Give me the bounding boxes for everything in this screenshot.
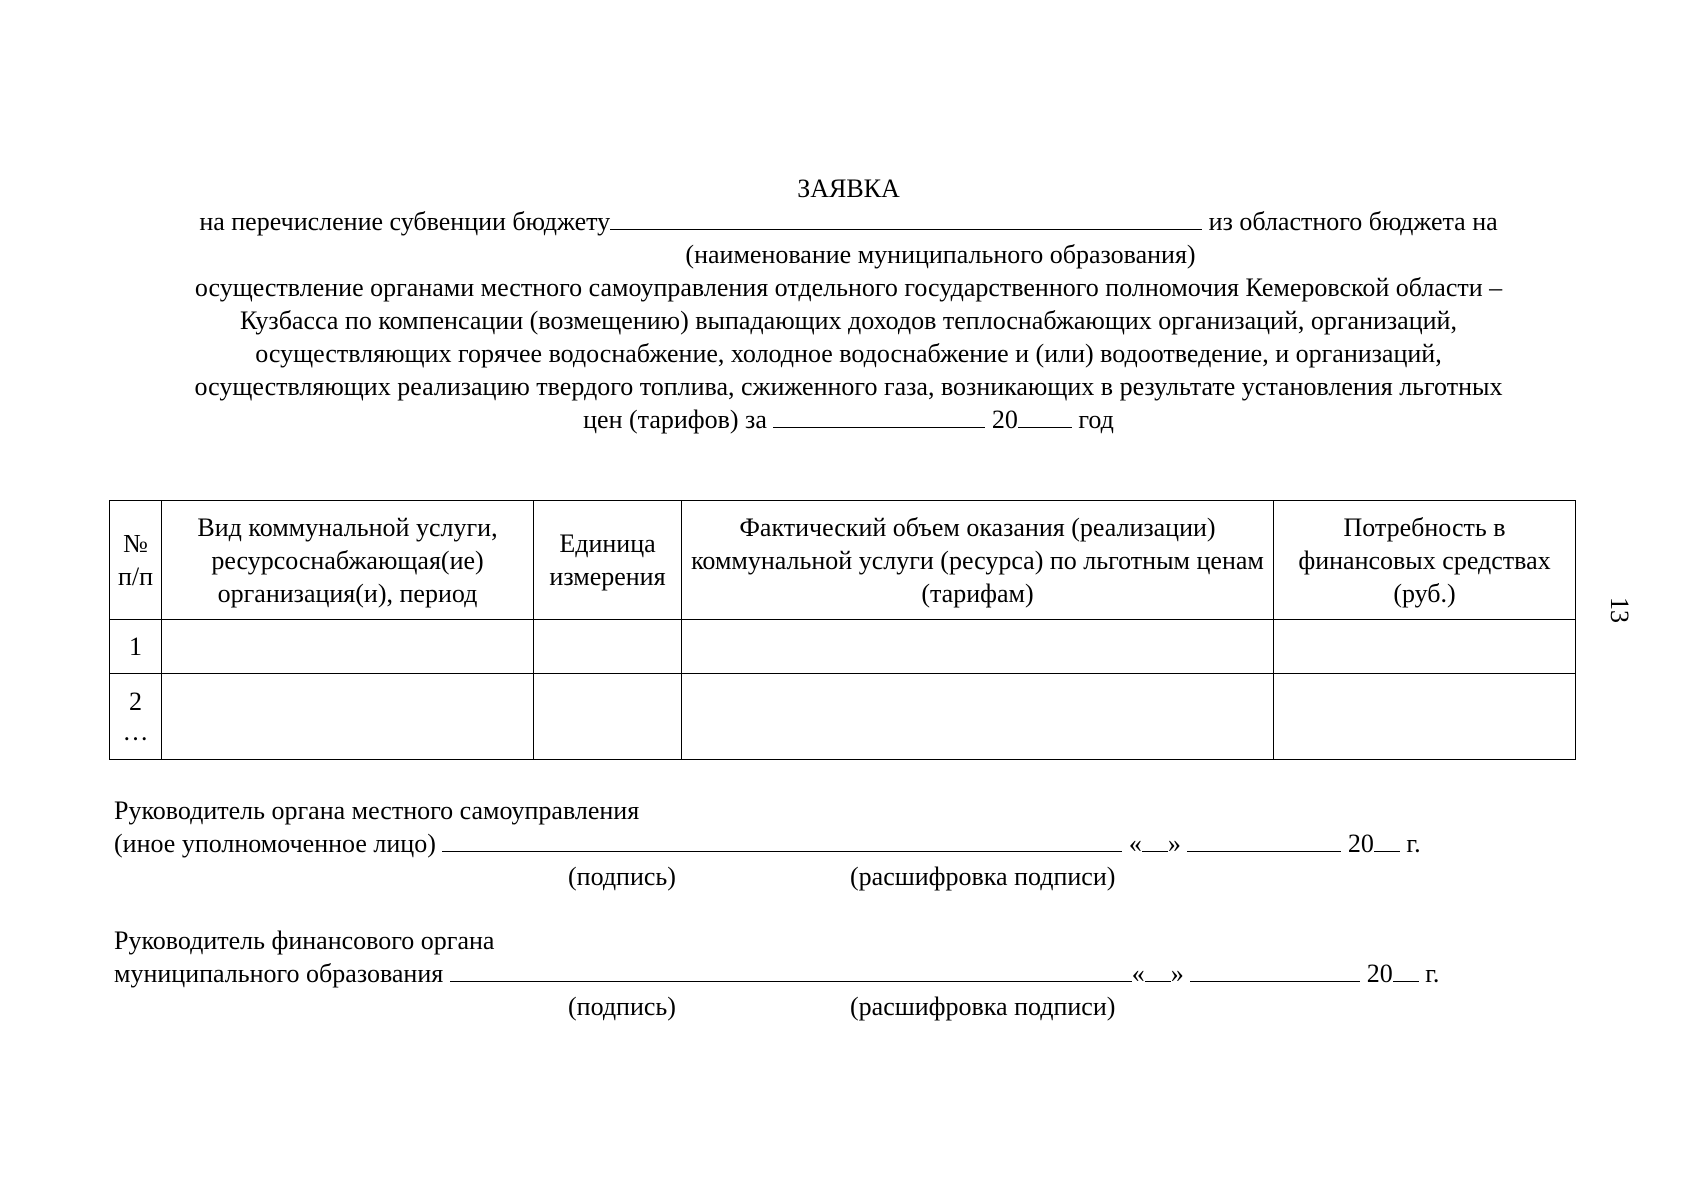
signature-1-line xyxy=(114,827,1421,860)
heading-line-4: Кузбасса по компенсации (возмещению) выпадающих доходов теплоснабжающих организаций, организаций, xyxy=(240,306,1457,335)
volume-cell[interactable] xyxy=(682,620,1274,674)
signature-1-quote-open: « xyxy=(1128,829,1142,858)
signature-1-role: (иное уполномоченное лицо) xyxy=(114,829,436,858)
heading-line-1-prefix: на перечисление субвенции бюджету xyxy=(199,207,611,236)
signature-1-sign-blank[interactable] xyxy=(442,829,1122,852)
period-blank[interactable] xyxy=(773,405,985,428)
service-cell[interactable] xyxy=(162,674,534,760)
signature-1-day-blank[interactable] xyxy=(1142,829,1168,852)
unit-cell[interactable] xyxy=(534,620,682,674)
signature-2-year-blank[interactable] xyxy=(1393,959,1419,982)
signature-2-line xyxy=(114,957,1439,990)
signature-2-year-prefix: 20 xyxy=(1366,959,1393,988)
header-funding: Потребность в финансовых средствах (руб.) xyxy=(1274,501,1576,620)
table-row xyxy=(110,674,1576,760)
signature-1-caption-sign: (подпись) xyxy=(568,862,676,891)
heading-line-1 xyxy=(0,205,1697,238)
signature-2-title: Руководитель финансового органа xyxy=(114,926,495,955)
signature-2-month-blank[interactable] xyxy=(1190,959,1360,982)
signature-2-caption-decode: (расшифровка подписи) xyxy=(850,992,1116,1021)
header-volume: Фактический объем оказания (реализации) коммунальной услуги (ресурса) по льготным ценам (тарифам) xyxy=(682,501,1274,620)
volume-cell[interactable] xyxy=(682,674,1274,760)
signature-2-quote-close: » xyxy=(1170,959,1184,988)
year-blank[interactable] xyxy=(1018,405,1072,428)
signature-1-caption-decode: (расшифровка подписи) xyxy=(850,862,1116,891)
funding-cell[interactable] xyxy=(1274,620,1576,674)
row-number xyxy=(110,674,162,760)
header-unit: Единица измерения xyxy=(534,501,682,620)
signature-1-month-blank[interactable] xyxy=(1187,829,1341,852)
heading-line-5: осуществляющих горячее водоснабжение, холодное водоснабжение и (или) водоотведение, и организаций, xyxy=(255,339,1442,368)
header-number: № п/п xyxy=(110,501,162,620)
row-number: 1 xyxy=(110,620,162,674)
signature-1-quote-close: » xyxy=(1167,829,1181,858)
row-number-value: 2 xyxy=(129,686,142,716)
funding-cell[interactable] xyxy=(1274,674,1576,760)
period-suffix: год xyxy=(1078,405,1114,434)
signature-2-caption-sign: (подпись) xyxy=(568,992,676,1021)
heading-line-1-suffix: из областного бюджета на xyxy=(1208,207,1498,236)
row-continuation-mark: … xyxy=(122,716,149,746)
signature-2-day-blank[interactable] xyxy=(1145,959,1171,982)
signature-1-year-suffix: г. xyxy=(1406,829,1421,858)
signature-2-quote-open: « xyxy=(1131,959,1145,988)
signature-1-year-prefix: 20 xyxy=(1347,829,1374,858)
municipality-caption-text: (наименование муниципального образования) xyxy=(685,240,1196,269)
period-prefix: цен (тарифов) за xyxy=(583,405,767,434)
subvention-table xyxy=(109,500,1576,760)
municipality-blank[interactable] xyxy=(610,207,1202,230)
page-number: 13 xyxy=(1605,597,1634,623)
heading-line-7 xyxy=(0,403,1697,436)
unit-cell[interactable] xyxy=(534,674,682,760)
year-prefix: 20 xyxy=(991,405,1018,434)
service-cell[interactable] xyxy=(162,620,534,674)
signature-1-year-blank[interactable] xyxy=(1374,829,1400,852)
signature-2-sign-blank[interactable] xyxy=(450,959,1132,982)
document-title: ЗАЯВКА xyxy=(797,174,900,203)
signature-2-role: муниципального образования xyxy=(114,959,444,988)
header-service: Вид коммунальной услуги, ресурсоснабжающая(ие) организация(и), период xyxy=(162,501,534,620)
table-row xyxy=(110,620,1576,674)
signature-2-year-suffix: г. xyxy=(1425,959,1440,988)
heading-line-6: осуществляющих реализацию твердого топлива, сжиженного газа, возникающих в результате установления льготных xyxy=(194,372,1503,401)
table-header-row xyxy=(110,501,1576,620)
heading-line-3: осуществление органами местного самоуправления отдельного государственного полномочия Кемеровской области – xyxy=(194,273,1503,302)
signature-1-title: Руководитель органа местного самоуправления xyxy=(114,796,640,825)
municipality-caption xyxy=(92,238,1697,271)
